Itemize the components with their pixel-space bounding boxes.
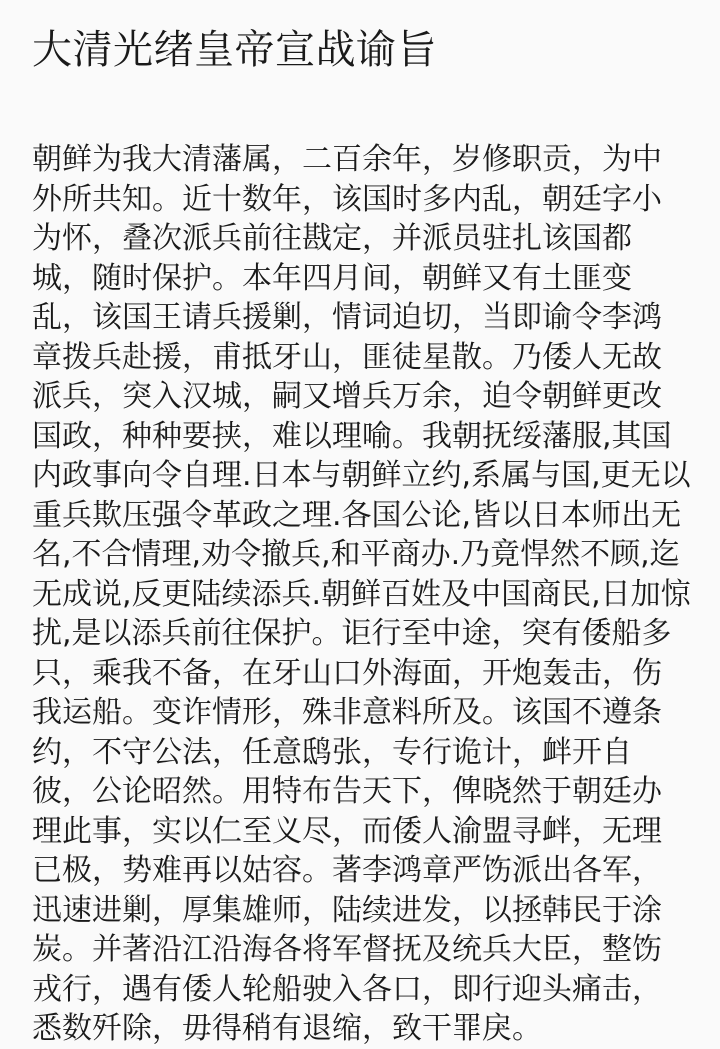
text-line: 我运船。变诈情形，殊非意料所及。该国不遵条 (32, 695, 662, 730)
text-line: 重兵欺压强令革政之理.各国公论,皆以日本师出无 (32, 497, 682, 533)
edict-body (32, 140, 702, 1049)
text-line: 彼，公论昭然。用特布告天下，俾晓然于朝廷办 (32, 774, 662, 809)
text-line: 扰,是以添兵前往保护。讵行至中途，突有倭船多 (32, 616, 672, 651)
text-line: 派兵，突入汉城，嗣又增兵万余，迫令朝鲜更改 (32, 379, 662, 414)
text-line: 只，乘我不备，在牙山口外海面，开炮轰击，伤 (32, 655, 662, 691)
text-line: 迅速进剿，厚集雄师，陆续进发，以拯韩民于涂 (32, 892, 662, 928)
text-line: 悉数歼除，毋得稍有退缩，致干罪戾。 (32, 1011, 542, 1046)
text-line: 名,不合情理,劝令撤兵,和平商办.乃竟悍然不顾,迄 (32, 537, 680, 572)
text-line: 国政，种种要挟，难以理喻。我朝抚绥藩服,其国 (32, 418, 672, 454)
text-line: 无成说,反更陆续添兵.朝鲜百姓及中国商民,日加惊 (32, 576, 691, 612)
text-line: 约，不守公法，任意鸱张，专行诡计，衅开自 (32, 734, 632, 770)
text-line: 戎行，遇有倭人轮船驶入各口，即行迎头痛击， (32, 971, 662, 1007)
text-line: 理此事，实以仁至义尽，而倭人渝盟寻衅，无理 (32, 813, 662, 849)
text-line: 章拨兵赴援，甫抵牙山，匪徒星散。乃倭人无故 (32, 339, 662, 375)
text-line: 城，随时保护。本年四月间，朝鲜又有土匪变 (32, 260, 632, 296)
text-line: 为怀，叠次派兵前往戡定，并派员驻扎该国都 (32, 221, 632, 256)
text-line: 炭。并著沿江沿海各将军督抚及统兵大臣，整饬 (32, 932, 662, 967)
text-line: 已极，势难再以姑容。著李鸿章严饬派出各军， (32, 853, 662, 888)
text-line: 朝鲜为我大清藩属，二百余年，岁修职贡，为中 (32, 142, 662, 177)
page-title: 大清光绪皇帝宣战谕旨 (32, 27, 437, 73)
text-line: 内政事向令自理.日本与朝鲜立约,系属与国,更无以 (32, 458, 691, 493)
text-line: 外所共知。近十数年，该国时多内乱，朝廷字小 (32, 181, 662, 217)
text-line: 乱，该国王请兵援剿，情词迫切，当即谕令李鸿 (32, 300, 662, 335)
